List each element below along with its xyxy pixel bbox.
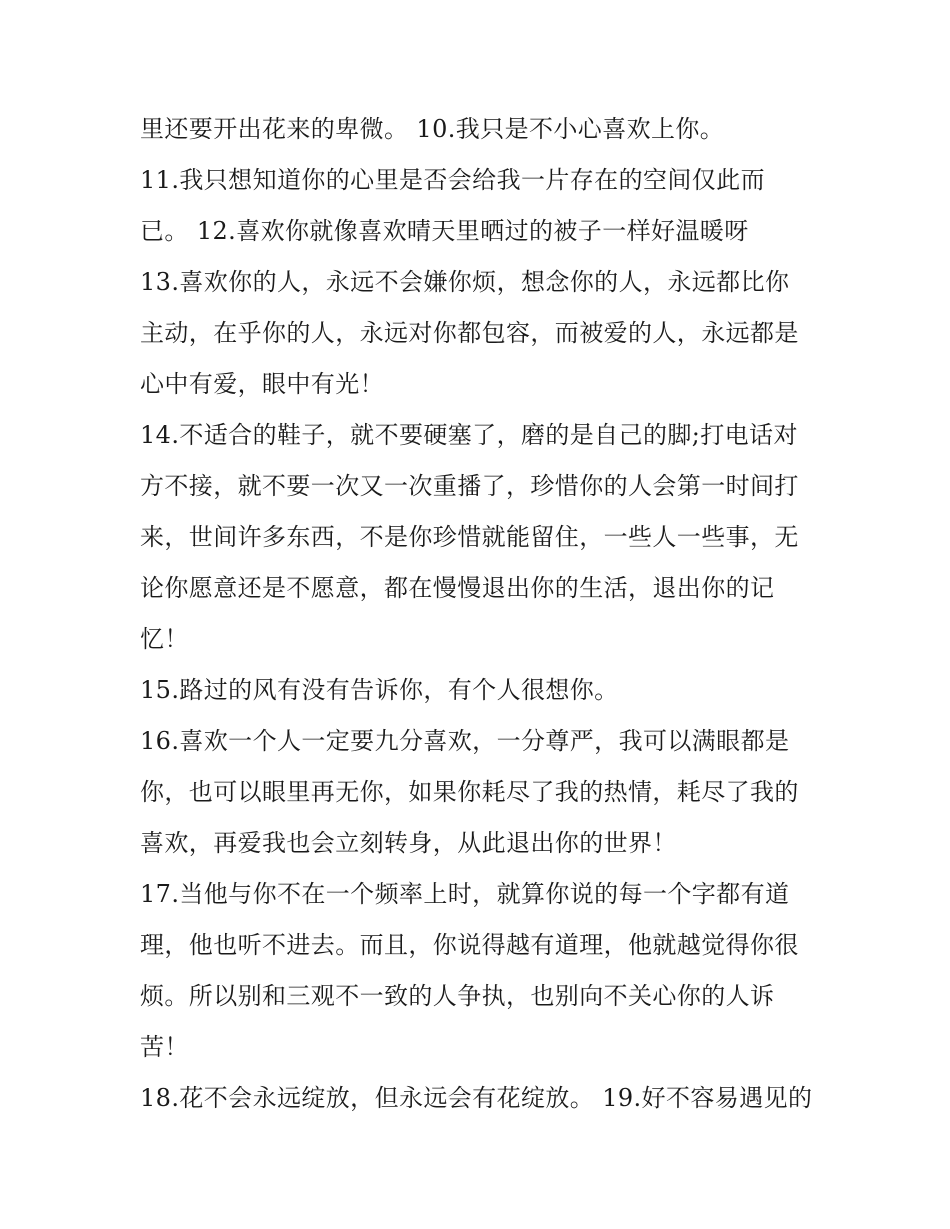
- text-line: 14.不适合的鞋子，就不要硬塞了，磨的是自己的脚;打电话对: [140, 421, 798, 449]
- text-line: 方不接，就不要一次又一次重播了，珍惜你的人会第一时间打: [140, 472, 799, 500]
- body-text: [140, 104, 830, 1124]
- text-line: 13.喜欢你的人，永远不会嫌你烦，想念你的人，永远都比你: [140, 268, 790, 296]
- text-line: 主动，在乎你的人，永远对你都包容，而被爱的人，永远都是: [140, 319, 799, 347]
- text-line: 18.花不会永远绽放，但永远会有花绽放。 19.好不容易遇见的: [140, 1084, 813, 1112]
- text-line: 忆！: [140, 625, 189, 653]
- text-line: 11.我只想知道你的心里是否会给我一片存在的空间仅此而: [140, 166, 765, 194]
- text-line: 16.喜欢一个人一定要九分喜欢，一分尊严，我可以满眼都是: [140, 727, 790, 755]
- text-line: 里还要开出花来的卑微。 10.我只是不小心喜欢上你。: [140, 115, 725, 143]
- text-line: 喜欢，再爱我也会立刻转身，从此退出你的世界！: [140, 829, 677, 857]
- text-line: 论你愿意还是不愿意，都在慢慢退出你的生活，退出你的记: [140, 574, 775, 602]
- text-line: 理，他也听不进去。而且，你说得越有道理，他就越觉得你很: [140, 931, 799, 959]
- text-line: 15.路过的风有没有告诉你，有个人很想你。: [140, 676, 619, 704]
- text-line: 心中有爱，眼中有光！: [140, 370, 384, 398]
- text-line: 苦！: [140, 1033, 189, 1061]
- text-line: 来，世间许多东西，不是你珍惜就能留住，一些人一些事，无: [140, 523, 799, 551]
- text-line: 烦。所以别和三观不一致的人争执，也别向不关心你的人诉: [140, 982, 775, 1010]
- text-line: 你，也可以眼里再无你，如果你耗尽了我的热情，耗尽了我的: [140, 778, 799, 806]
- text-line: 已。 12.喜欢你就像喜欢晴天里晒过的被子一样好温暖呀: [140, 217, 749, 245]
- text-line: 17.当他与你不在一个频率上时，就算你说的每一个字都有道: [140, 880, 790, 908]
